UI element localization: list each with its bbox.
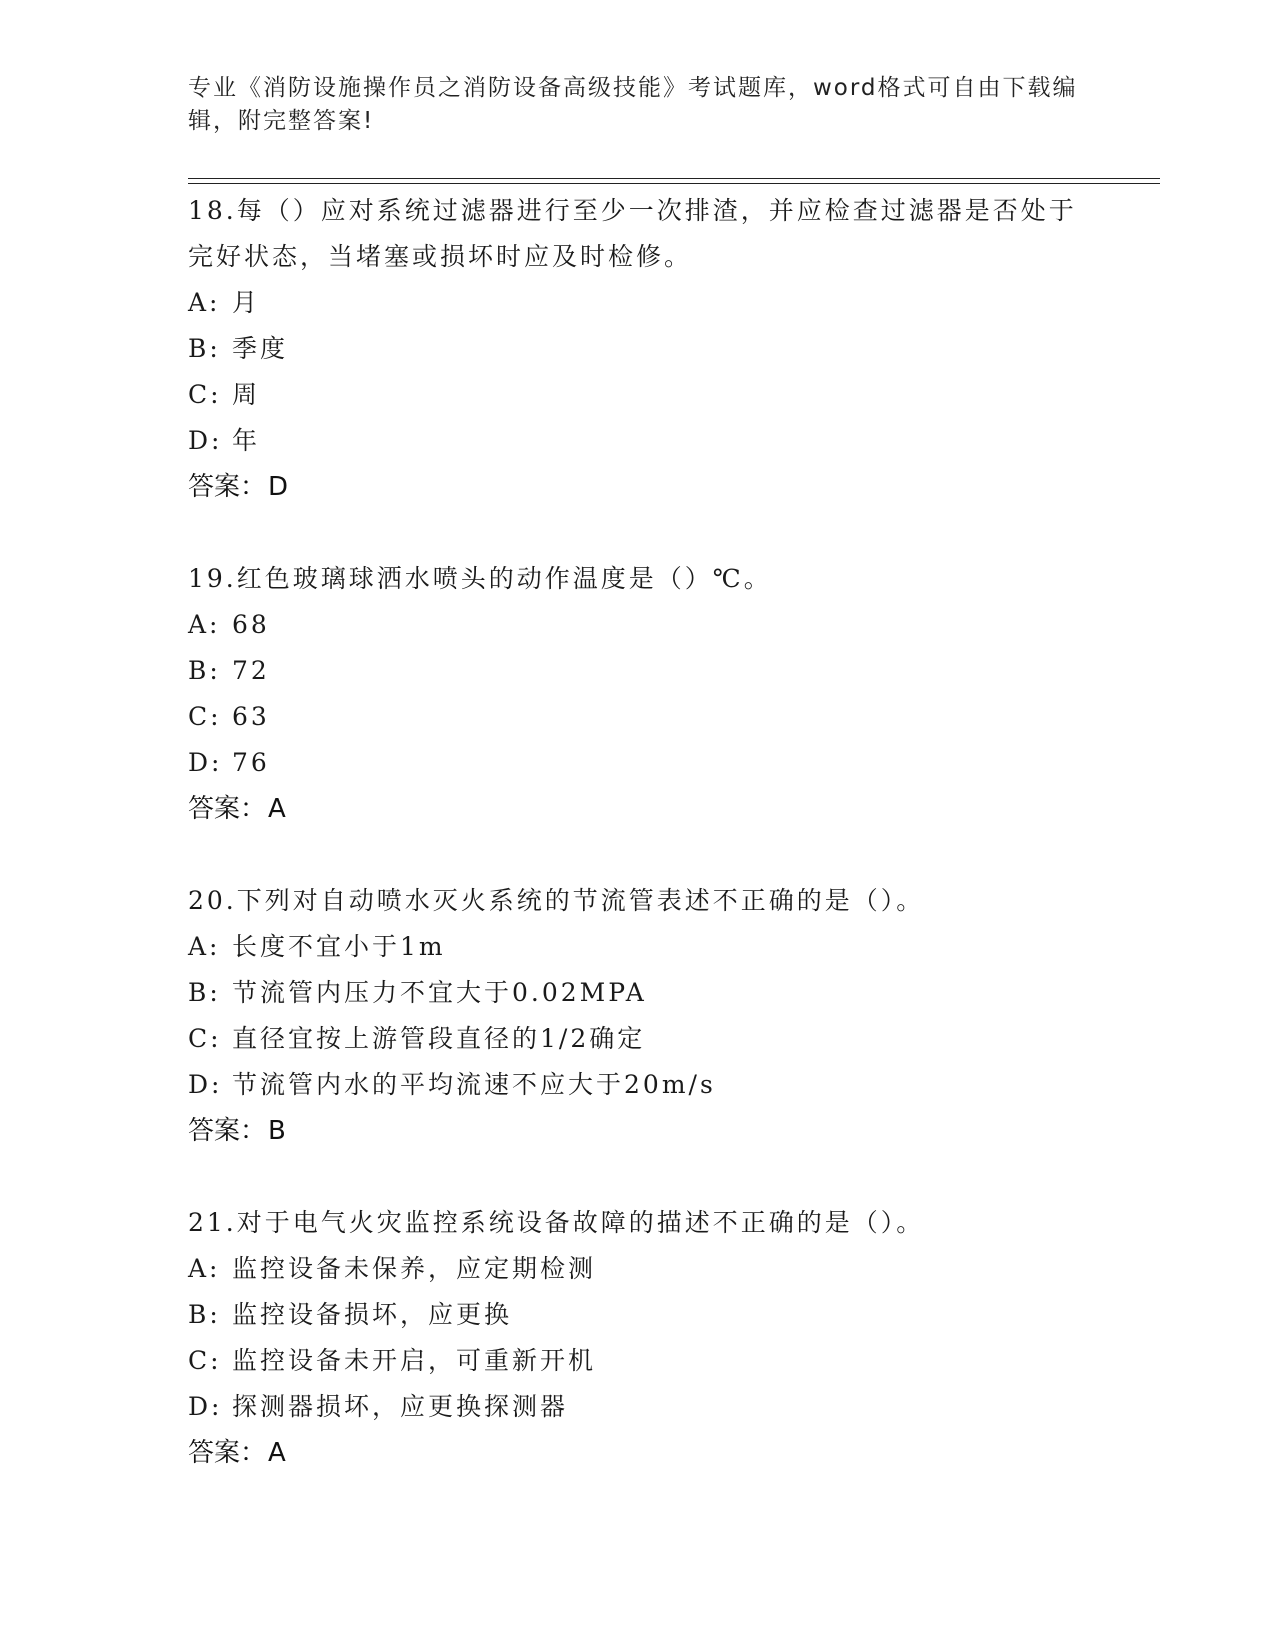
option-c <box>188 1338 1088 1384</box>
answer-line <box>188 1430 1088 1476</box>
answer-value: A <box>268 1438 286 1468</box>
option-d <box>188 418 1088 464</box>
option-text: 节流管内水的平均流速不应大于20m/s <box>232 1070 716 1099</box>
option-letter: D: <box>188 748 223 777</box>
question-stem: 18.每（）应对系统过滤器进行至少一次排渣，并应检查过滤器是否处于完好状态，当堵塞或损坏时应及时检修。 <box>188 196 1077 271</box>
option-letter: B: <box>188 334 221 363</box>
option-text: 月 <box>232 288 261 317</box>
option-c <box>188 694 1088 740</box>
answer-label: 答案： <box>188 1116 267 1146</box>
header-divider-bottom <box>188 183 1160 184</box>
question-20 <box>188 878 1088 1154</box>
option-text: 周 <box>232 380 261 409</box>
option-letter: C: <box>188 702 222 731</box>
option-b <box>188 326 1088 372</box>
option-a <box>188 280 1088 326</box>
answer-label: 答案： <box>188 1438 267 1468</box>
option-text: 监控设备损坏，应更换 <box>232 1300 513 1329</box>
option-a <box>188 924 1088 970</box>
question-stem: 20.下列对自动喷水灭火系统的节流管表述不正确的是（）。 <box>188 886 925 915</box>
answer-label: 答案： <box>188 472 267 502</box>
option-text: 年 <box>232 426 261 455</box>
option-letter: C: <box>188 1346 222 1375</box>
option-text: 长度不宜小于1m <box>232 932 446 961</box>
option-text: 76 <box>232 748 270 777</box>
answer-value: B <box>268 1116 286 1146</box>
option-text: 68 <box>232 610 270 639</box>
answer-label: 答案： <box>188 794 267 824</box>
option-text: 探测器损坏，应更换探测器 <box>232 1392 569 1421</box>
option-letter: A: <box>188 932 221 961</box>
question-stem: 19.红色玻璃球洒水喷头的动作温度是（）℃。 <box>188 564 772 593</box>
option-letter: A: <box>188 288 221 317</box>
option-text: 63 <box>232 702 270 731</box>
question-18 <box>188 188 1088 510</box>
option-text: 直径宜按上游管段直径的1/2确定 <box>232 1024 646 1053</box>
option-letter: B: <box>188 656 221 685</box>
option-text: 节流管内压力不宜大于0.02MPA <box>232 978 647 1007</box>
option-a <box>188 602 1088 648</box>
question-21 <box>188 1200 1088 1476</box>
document-header: 专业《消防设施操作员之消防设备高级技能》考试题库，word格式可自由下载编辑，附完整答案! <box>188 75 1078 134</box>
option-b <box>188 1292 1088 1338</box>
option-c <box>188 1016 1088 1062</box>
option-d <box>188 1384 1088 1430</box>
option-letter: D: <box>188 1392 223 1421</box>
option-letter: B: <box>188 978 221 1007</box>
option-letter: A: <box>188 1254 221 1283</box>
option-text: 72 <box>232 656 270 685</box>
option-d <box>188 1062 1088 1108</box>
option-letter: D: <box>188 426 223 455</box>
option-letter: C: <box>188 380 222 409</box>
question-list <box>188 188 1088 1522</box>
option-b <box>188 970 1088 1016</box>
option-text: 监控设备未保养，应定期检测 <box>232 1254 597 1283</box>
question-stem: 21.对于电气火灾监控系统设备故障的描述不正确的是（）。 <box>188 1208 925 1237</box>
option-letter: B: <box>188 1300 221 1329</box>
answer-line <box>188 786 1088 832</box>
option-d <box>188 740 1088 786</box>
option-b <box>188 648 1088 694</box>
option-text: 季度 <box>232 334 289 363</box>
answer-value: A <box>268 794 286 824</box>
question-19 <box>188 556 1088 832</box>
option-a <box>188 1246 1088 1292</box>
answer-line <box>188 1108 1088 1154</box>
option-text: 监控设备未开启，可重新开机 <box>232 1346 597 1375</box>
option-letter: C: <box>188 1024 222 1053</box>
answer-value: D <box>268 472 289 502</box>
option-letter: D: <box>188 1070 223 1099</box>
option-letter: A: <box>188 610 221 639</box>
header-divider-top <box>188 178 1160 179</box>
answer-line <box>188 464 1088 510</box>
option-c <box>188 372 1088 418</box>
